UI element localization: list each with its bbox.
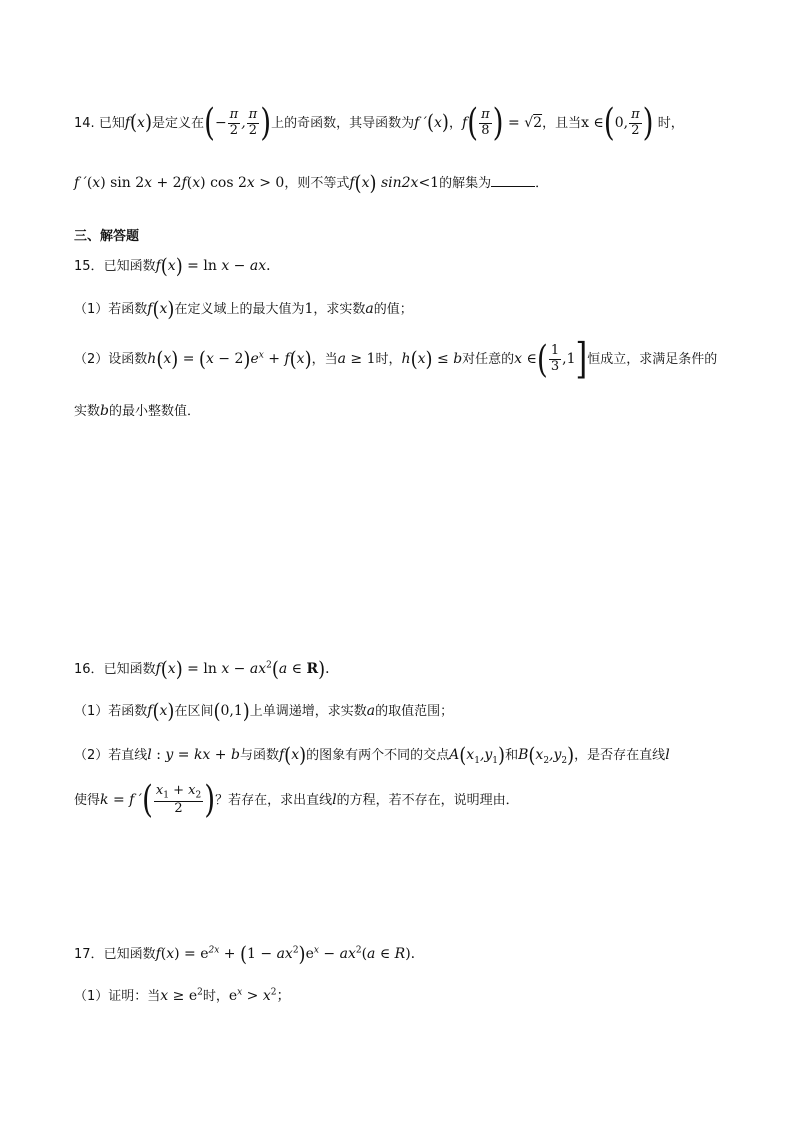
q16-number: 16 [74, 662, 91, 677]
q15-line1: 15．已知函数f(x) = ln x − ax． [74, 253, 281, 279]
q14-line2: f ′(x) sin 2x + 2f(x) cos 2x > 0，则不等式f(x) sin2x<1的解集为 ． [74, 170, 549, 196]
fraction-one-third: $\frac{1}{3}$ [550, 343, 560, 374]
q16-line1: 16．已知函数$f(x) = \ln x - ax^2(a$ ∈ R)． [74, 656, 340, 682]
fraction-pi-over-2: $\frac{\pi}{2}$ [631, 107, 640, 138]
q16-part2-cont: 使得k = f ′( $\frac{x_1 + x_2}{2}$ )？若存在，求出直线l的方程，若不存在，说明理由． [74, 777, 519, 823]
q14-number: 14 [74, 115, 91, 131]
q17-number: 17 [74, 947, 91, 962]
math-inequality: f(x) sin2x<1 [349, 170, 440, 196]
q14-line1: 14. 已知f(x)是定义在(− $\frac{\pi}{2}$ , $\frac{\pi}{2}$ )上的奇函数，其导函数为f ′(x)，f( $\frac{\pi}{8}$ ) = √2，且当x ∈(0, $\frac{\pi}{2}$ ) 时， [74, 100, 684, 146]
q17-line1: 17．已知函数$f(x) = e^{2x} + (1 - ax^2)e^x - ax^2(a$ ∈ R). [74, 941, 416, 967]
fraction-pi-over-2: $\frac{\pi}{2}$ [229, 107, 239, 138]
q15-part1: （1）若函数f(x)在定义域上的最大值为1，求实数a的值； [74, 296, 413, 322]
math-f-x: f(x) [124, 110, 152, 136]
section-title: 三、解答题 [74, 229, 140, 244]
math-condition: f ′(x) sin 2x + 2f(x) cos 2x > 0 [74, 175, 285, 191]
fraction-midpoint: $\frac{x_1 + x_2}{2}$ [155, 783, 202, 816]
fraction-pi-over-8: $\frac{\pi}{8}$ [481, 107, 490, 138]
answer-blank[interactable] [491, 174, 535, 187]
q16-part1: （1）若函数f(x)在区间(0,1)上单调递增，求实数a的取值范围； [74, 698, 454, 724]
q15-number: 15 [74, 259, 91, 274]
q15-part2-cont: 实数b的最小整数值． [74, 403, 200, 419]
q15-part2: （2）设函数$h(x) = (x - 2)e^x + f(x)$，当a ≥ 1时，h(x) ≤ b对任意的x ∈( $\frac{1}{3}$ ,1]恒成立，求满足条件的 [74, 335, 718, 384]
fraction-pi-over-2: $\frac{\pi}{2}$ [248, 107, 258, 138]
q17-part1: （1）证明：当$x \ge e^2$时，$e^x > x^2$； [74, 987, 291, 1004]
q16-part2: （2）若直线l : y = kx + b与函数f(x)的图象有两个不同的交点$A(x_1,y_1)$和$B(x_2,y_2)$，是否存在直线l [74, 742, 670, 768]
